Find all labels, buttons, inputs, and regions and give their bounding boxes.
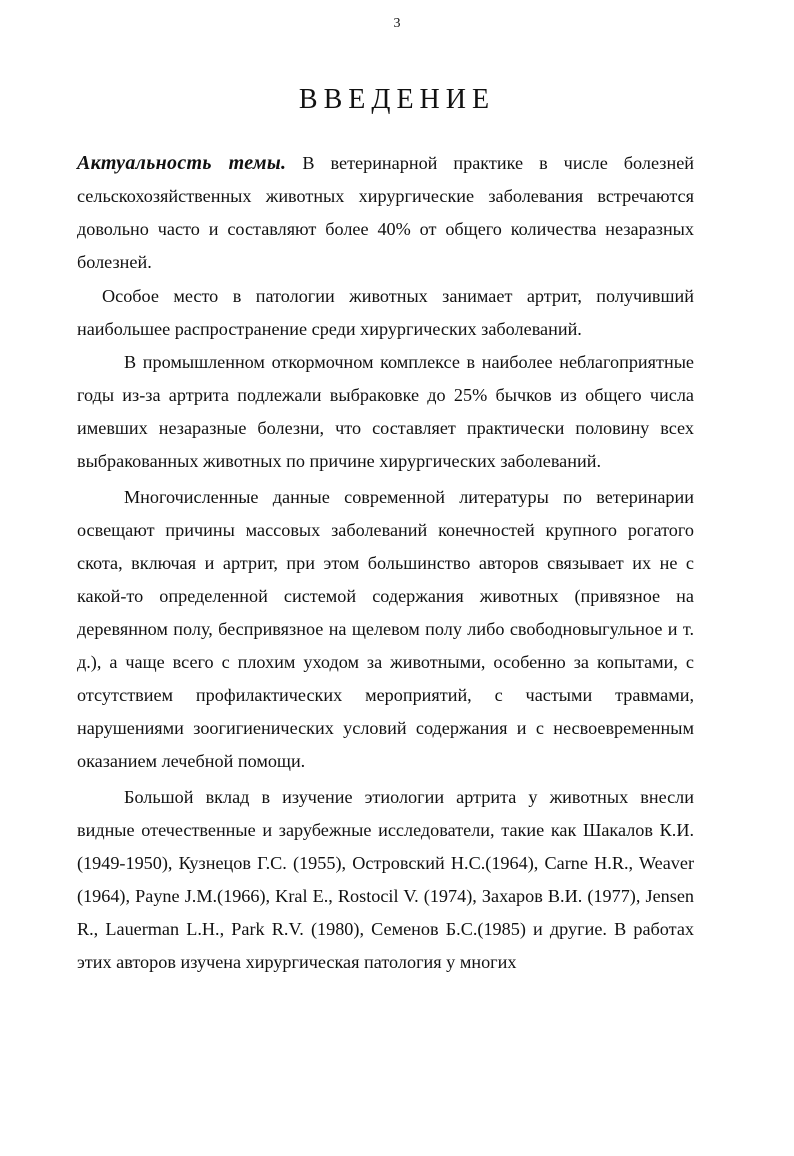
paragraph-text: В ветеринарной практике в числе болезней сельскохозяйственных животных хирургические заболевания встречаются довольно часто и составляют более 40% от общего количества незаразных болезней. — [77, 153, 694, 272]
paragraph-researchers: Большой вклад в изучение этиологии артрита у животных внесли видные отечественные и зарубежные исследователи, такие как Шакалов К.И. (1949-1950), Кузнецов Г.С. (1955), Островский Н.С.(1964), Carne H.R., Weaver (1964), Payne J.M.(1966), Kral E., Rostocil V. (1974), Захаров В.И. (1977), Jensen R., Lauerman L.H., Park R.V. (1980), Семенов Б.С.(1985) и другие. В работах этих авторов изучена хирургическая патология у многих — [77, 787, 694, 972]
page-title: ВВЕДЕНИЕ — [298, 84, 496, 115]
paragraph-relevance — [77, 147, 694, 279]
paragraph-literature: Многочисленные данные современной литературы по ветеринарии освещают причины массовых заболеваний конечностей крупного рогатого скота, включая и артрит, при этом большинство авторов связывает их не с какой-то определенной системой содержания животных (привязное на деревянном полу, беспривязное на щелевом полу либо свободновыгульное и т. д.), а чаще всего с плохим уходом за животными, особенно за копытами, с отсутствием профилактических мероприятий, с частыми травмами, нарушениями зоогигиенических условий содержания и с несвоевременным оказанием лечебной помощи. — [77, 487, 694, 771]
relevance-lead: Актуальность темы. — [77, 152, 287, 174]
body-text — [77, 147, 694, 979]
paragraph-culling: В промышленном откормочном комплексе в наиболее неблагоприятные годы из-за артрита подлежали выбраковке до 25% бычков из общего числа имевших незаразные болезни, что составляет практически половину всех выбракованных животных по причине хирургических заболеваний. — [77, 352, 694, 471]
paragraph-arthritis-place: Особое место в патологии животных занимает артрит, получивший наибольшее распространение среди хирургических заболеваний. — [77, 286, 694, 339]
page-number: 3 — [393, 16, 401, 31]
